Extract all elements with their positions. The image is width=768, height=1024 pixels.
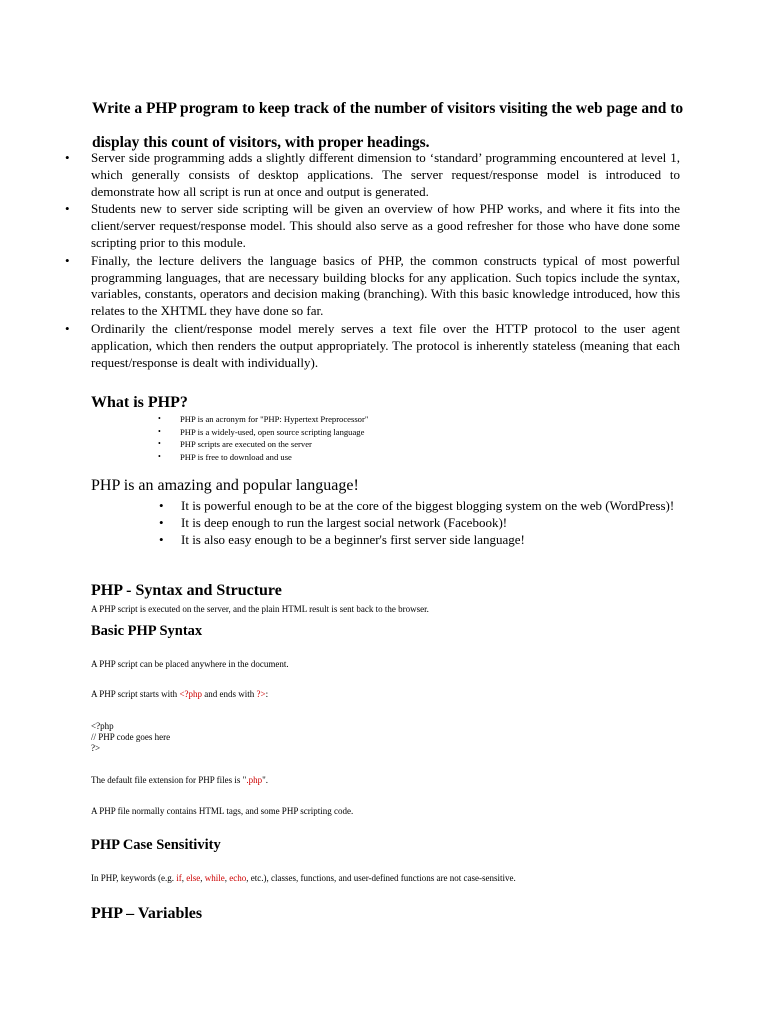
file-extension-text: The default file extension for PHP files is ".php". [91, 775, 268, 785]
keyword-while: while [204, 873, 225, 883]
bullet-icon: • [158, 439, 161, 449]
bullet-icon: • [159, 532, 164, 547]
list-item: • PHP is free to download and use [158, 451, 292, 462]
start-end-text: A PHP script starts with <?php and ends with ?>: [91, 689, 269, 699]
list-item: • PHP is an acronym for "PHP: Hypertext Preprocessor" [158, 414, 369, 424]
variables-heading: PHP – Variables [91, 905, 203, 922]
bullet-icon: • [158, 451, 161, 461]
open-tag-code: <?php [179, 689, 203, 699]
assignment-title: Write a PHP program to keep track of the number of visitors visiting the web page and to display this count of visitors, with proper headings. [92, 100, 684, 151]
list-item: • It is also easy enough to be a beginner's first server side language! [159, 532, 525, 547]
list-item: • PHP scripts are executed on the server [158, 439, 312, 450]
list-item: • Finally, the lecture delivers the language basics of PHP, the common constructs typical of most powerful programming languages, that are necessary building blocks for any application. Such topics include the syntax, variables, constants, operators and decision making (branching). With this basic knowledge introduced, how this relates to the XHTML they have done so far. [65, 252, 680, 319]
what-is-php-list [156, 413, 556, 463]
case-sensitivity-heading: PHP Case Sensitivity [91, 837, 221, 853]
bullet-icon: • [158, 426, 161, 436]
list-item: • PHP is a widely-used, open source scripting language [158, 426, 365, 437]
what-is-php-heading: What is PHP? [91, 394, 188, 411]
list-item: • It is deep enough to run the largest social network (Facebook)! [159, 515, 508, 530]
bullet-icon: • [65, 320, 70, 336]
keyword-else: else [186, 873, 201, 883]
syntax-intro-text: A PHP script is executed on the server, and the plain HTML result is sent back to the browser. [91, 604, 429, 614]
syntax-structure-heading: PHP - Syntax and Structure [91, 582, 282, 599]
bullet-icon: • [159, 515, 164, 530]
list-item: • Server side programming adds a slightly different dimension to ‘standard’ programming encountered at level 1, which generally consists of desktop applications. The server request/response model is introduced to demonstrate how all script is run at once and output is generated. [65, 150, 680, 199]
keyword-if: if [176, 873, 182, 883]
bullet-icon: • [65, 201, 70, 217]
code-sample-line: ?> [91, 743, 101, 753]
close-tag-code: ?> [256, 689, 266, 699]
list-item: • Students new to server side scripting will be given an overview of how PHP works, and where it fits into the client/server request/response model. This should also serve as a good refresher for those who have done some scripting prior to this module. [65, 201, 680, 250]
list-item: • It is powerful enough to be at the core of the biggest blogging system on the web (WordPress)! [159, 498, 675, 513]
list-item: • Ordinarily the client/response model merely serves a text file over the HTTP protocol to the user agent application, which then renders the output appropriately. The protocol is inherently stateless (meaning that each request/response is dealt with individually). [65, 320, 680, 370]
bullet-icon: • [159, 498, 164, 513]
keyword-echo: echo [229, 873, 247, 883]
code-sample-line: // PHP code goes here [91, 732, 171, 742]
bullet-icon: • [65, 252, 70, 268]
bullet-icon: • [158, 414, 161, 423]
contains-text: A PHP file normally contains HTML tags, and some PHP scripting code. [91, 806, 354, 816]
case-sensitivity-text: In PHP, keywords (e.g. if, else, while, echo, etc.), classes, functions, and user-defined functions are not case-sensitive. [91, 873, 516, 883]
amazing-language-list [156, 497, 676, 548]
bullet-icon: • [65, 150, 70, 165]
code-sample-line: <?php [91, 721, 114, 731]
basic-syntax-heading: Basic PHP Syntax [91, 623, 203, 639]
intro-bullet-list [60, 150, 680, 372]
amazing-language-heading: PHP is an amazing and popular language! [91, 477, 359, 494]
php-extension-code: .php [246, 775, 263, 785]
anywhere-text: A PHP script can be placed anywhere in the document. [91, 659, 289, 669]
